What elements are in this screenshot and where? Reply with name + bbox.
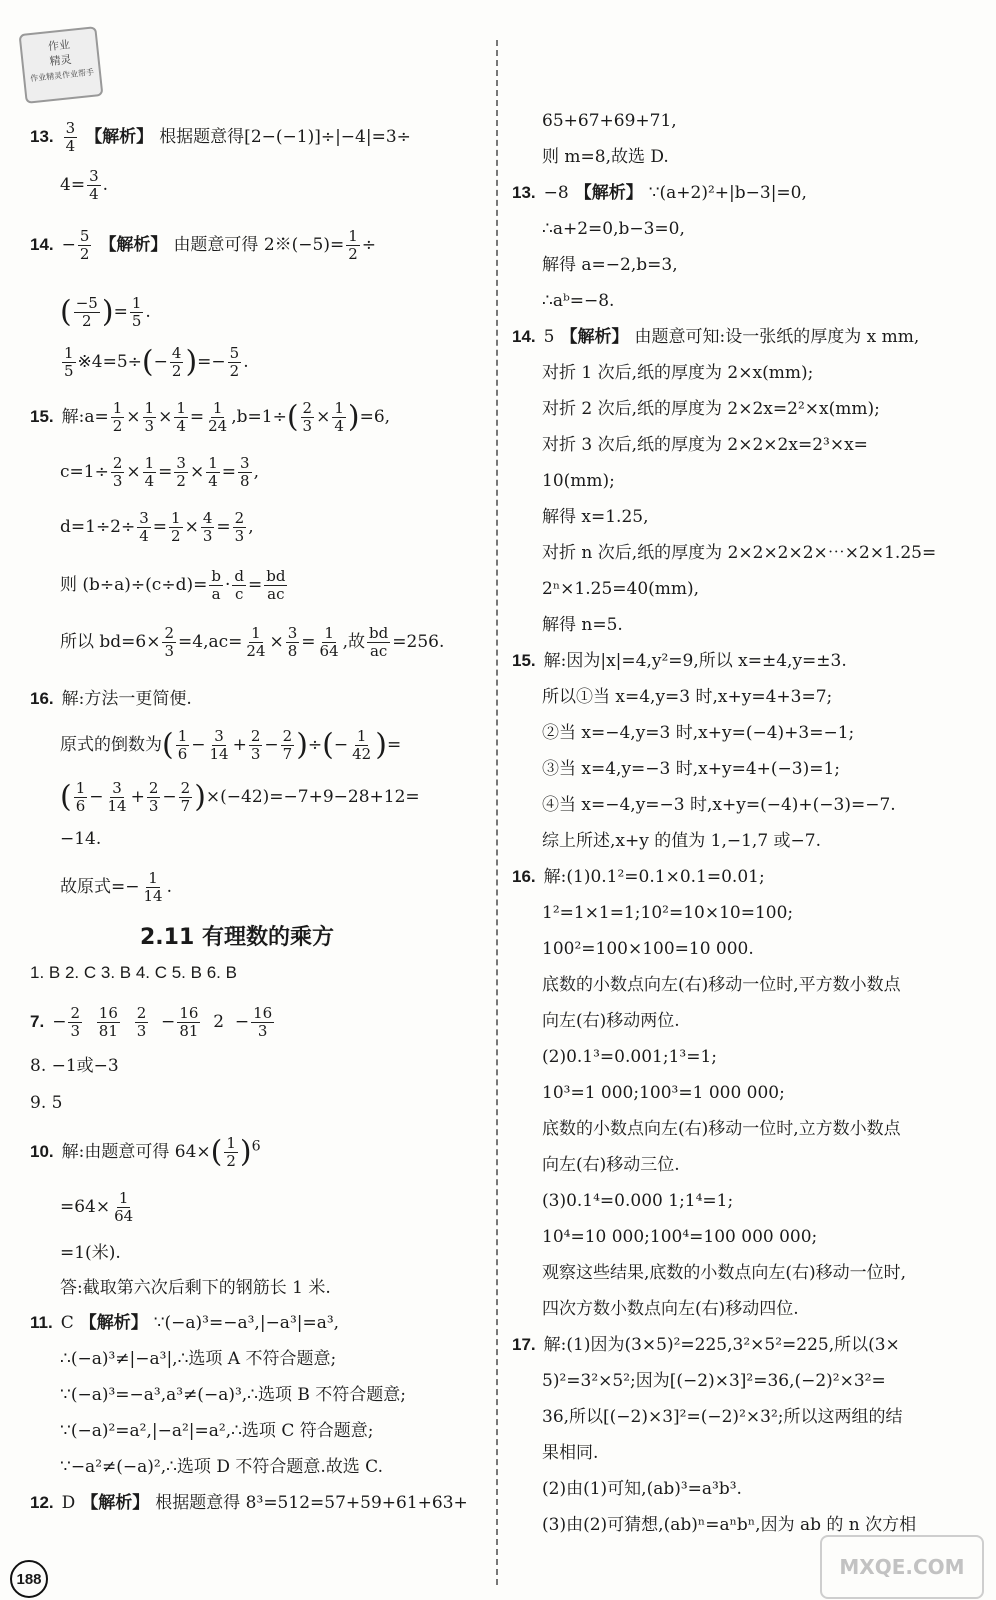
r16-line4: 底数的小数点向左(右)移动一位时,平方数小数点 [542,975,901,995]
q13-line2: 4= $\frac{3}{4}$ . [60,167,109,203]
q16-line3: ( $\frac{1}{6}$ − $\frac{3}{14}$ + $\frac{2}{3}$ − $\frac{2}{7}$ )×(−42)=−7+9−28+12= [60,779,420,815]
r14-line4: 对折 3 次后,纸的厚度为 2×2×2x=2³×x= [542,435,868,455]
answer-10-line4: 答:截取第六次后剩下的钢筋长 1 米. [60,1278,331,1298]
q14-line2: ( $\frac{-5}{2}$ )= $\frac{1}{5}$ . [60,294,151,330]
r13-line2: ∴a+2=0,b−3=0, [542,219,685,239]
r16-line10: (3)0.1⁴=0.000 1;1⁴=1; [542,1191,734,1211]
r16-line2: 1²=1×1=1;10²=10×10=100; [542,903,794,923]
answer-10-line2: =64× $\frac{1}{64}$ [60,1189,134,1225]
r16-line3: 100²=100×100=10 000. [542,939,754,959]
r17-line3: 36,所以[(−2)×3]²=(−2)²×3²;所以这两组的结 [542,1407,903,1427]
r14-line9: 解得 n=5. [542,615,623,635]
q15-line5: 所以 bd=6× $\frac{2}{3}$ =4,ac= $\frac{1}{24}$ × $\frac{3}{8}$ = $\frac{1}{64}$ ,故 $\frac{bd}{ac}$ =256. [60,624,445,660]
r14-line1: 14. 5 【解析】 由题意可知:设一张纸的厚度为 x mm, [512,327,920,347]
q15-line1: 15. 解:a= $\frac{1}{2}$ × $\frac{1}{3}$ × $\frac{1}{4}$ = $\frac{1}{24}$ ,b=1÷( $\frac{2}{3}$ × $\frac{1}{4}$ )=6, [30,399,391,435]
r15-line2: 所以①当 x=4,y=3 时,x+y=4+3=7; [542,687,833,707]
r12-line2: 65+67+69+71, [542,111,677,131]
r17-line1: 17. 解:(1)因为(3×5)²=225,3²×5²=225,所以(3× [512,1335,900,1355]
answer-11-line3: ∵(−a)³=−a³,a³≠(−a)³,∴选项 B 不符合题意; [60,1385,407,1405]
answer-11-line4: ∵(−a)²=a²,|−a²|=a²,∴选项 C 符合题意; [60,1421,374,1441]
r16-line7: 10³=1 000;100³=1 000 000; [542,1083,785,1103]
r17-line5: (2)由(1)可知,(ab)³=a³b³. [542,1479,742,1499]
r16-line5: 向左(右)移动两位. [542,1011,680,1031]
answer-12-line1: 12. D 【解析】 根据题意得 8³=512=57+59+61+63+ [30,1493,468,1513]
r13-line1: 13. −8 【解析】 ∵(a+2)²+|b−3|=0, [512,183,807,203]
q16-line4: −14. [60,829,102,849]
r15-line3: ②当 x=−4,y=3 时,x+y=(−4)+3=−1; [542,723,855,743]
r13-line4: ∴aᵇ=−8. [542,291,615,311]
r16-line12: 观察这些结果,底数的小数点向左(右)移动一位时, [542,1263,907,1283]
r16-line1: 16. 解:(1)0.1²=0.1×0.1=0.01; [512,867,765,887]
r17-line4: 果相同. [542,1443,599,1463]
r14-line5: 10(mm); [542,471,615,491]
answer-7: 7. − $\frac{2}{3}$ $\frac{16}{81}$ $\frac{2}{3}$ − $\frac{16}{81}$ 2 − $\frac{16}{3}$ [30,1004,273,1040]
q14-line3: $\frac{1}{5}$ ※4=5÷(− $\frac{4}{2}$ )=− $\frac{5}{2}$ . [64,344,249,380]
r15-line4: ③当 x=4,y=−3 时,x+y=4+(−3)=1; [542,759,841,779]
r12-line3: 则 m=8,故选 D. [542,147,669,167]
r16-line6: (2)0.1³=0.001;1³=1; [542,1047,717,1067]
q16-line5: 故原式=− $\frac{1}{14}$ . [60,869,172,905]
r15-line5: ④当 x=−4,y=−3 时,x+y=(−4)+(−3)=−7. [542,795,896,815]
r16-line9: 向左(右)移动三位. [542,1155,680,1175]
publisher-logo: 作业 精灵 作业精灵作业帮手 [19,26,104,104]
r14-line3: 对折 2 次后,纸的厚度为 2×2x=2²×x(mm); [542,399,880,419]
answer-9: 9. 5 [30,1093,63,1113]
answer-11-line2: ∴(−a)³≠|−a³|,∴选项 A 不符合题意; [60,1349,337,1369]
r16-line8: 底数的小数点向左(右)移动一位时,立方数小数点 [542,1119,901,1139]
r14-line2: 对折 1 次后,纸的厚度为 2×x(mm); [542,363,814,383]
answer-10-line1: 10. 解:由题意可得 64×( $\frac{1}{2}$ )$^6$ [30,1134,261,1170]
r14-line7: 对折 n 次后,纸的厚度为 2×2×2×2×⋯×2×1.25= [542,543,937,563]
q14-line1: 14. − $\frac{5}{2}$ 【解析】 由题意可得 2※(−5)= $\frac{1}{2}$ ÷ [30,227,377,263]
watermark-logo: MXQE.COM [820,1535,984,1599]
q16-line1: 16. 解:方法一更简便. [30,689,192,709]
answers-1-6: 1. B 2. C 3. B 4. C 5. B 6. B [30,963,237,982]
answer-11-line5: ∵−a²≠(−a)²,∴选项 D 不符合题意.故选 C. [60,1457,383,1477]
r15-line1: 15. 解:因为|x|=4,y²=9,所以 x=±4,y=±3. [512,651,847,671]
section-title: 2.11 有理数的乘方 [140,925,334,950]
answer-11-line1: 11. C 【解析】 ∵(−a)³=−a³,|−a³|=a³, [30,1313,340,1333]
r16-line13: 四次方数小数点向左(右)移动四位. [542,1299,799,1319]
q15-line2: c=1÷ $\frac{2}{3}$ × $\frac{1}{4}$ = $\frac{3}{2}$ × $\frac{1}{4}$ = $\frac{3}{8}$ , [60,454,259,490]
answer-8: 8. −1或−3 [30,1056,119,1076]
r17-line2: 5)²=3²×5²;因为[(−2)×3]²=36,(−2)²×3²= [542,1371,886,1391]
r14-line6: 解得 x=1.25, [542,507,649,527]
column-divider [496,40,498,1585]
r14-line8: 2ⁿ×1.25=40(mm), [542,579,700,599]
page-number: 188 [10,1560,48,1598]
r15-line6: 综上所述,x+y 的值为 1,−1,7 或−7. [542,831,822,851]
q16-line2: 原式的倒数为( $\frac{1}{6}$ − $\frac{3}{14}$ + $\frac{2}{3}$ − $\frac{2}{7}$ )÷(− $\frac{1}{42}$ )= [60,727,402,763]
r13-line3: 解得 a=−2,b=3, [542,255,678,275]
q13-line1: 13. $\frac{3}{4}$ 【解析】 根据题意得[2−(−1)]÷|−4|=3÷ [30,119,411,155]
answer-10-line3: =1(米). [60,1243,121,1263]
r17-line6: (3)由(2)可猜想,(ab)ⁿ=aⁿbⁿ,因为 ab 的 n 次方相 [542,1515,917,1535]
r16-line11: 10⁴=10 000;100⁴=100 000 000; [542,1227,818,1247]
q15-line4: 则 (b÷a)÷(c÷d)= $\frac{b}{a}$ · $\frac{d}{c}$ = $\frac{bd}{ac}$ [60,567,286,603]
q15-line3: d=1÷2÷ $\frac{3}{4}$ = $\frac{1}{2}$ × $\frac{4}{3}$ = $\frac{2}{3}$ , [60,509,254,545]
